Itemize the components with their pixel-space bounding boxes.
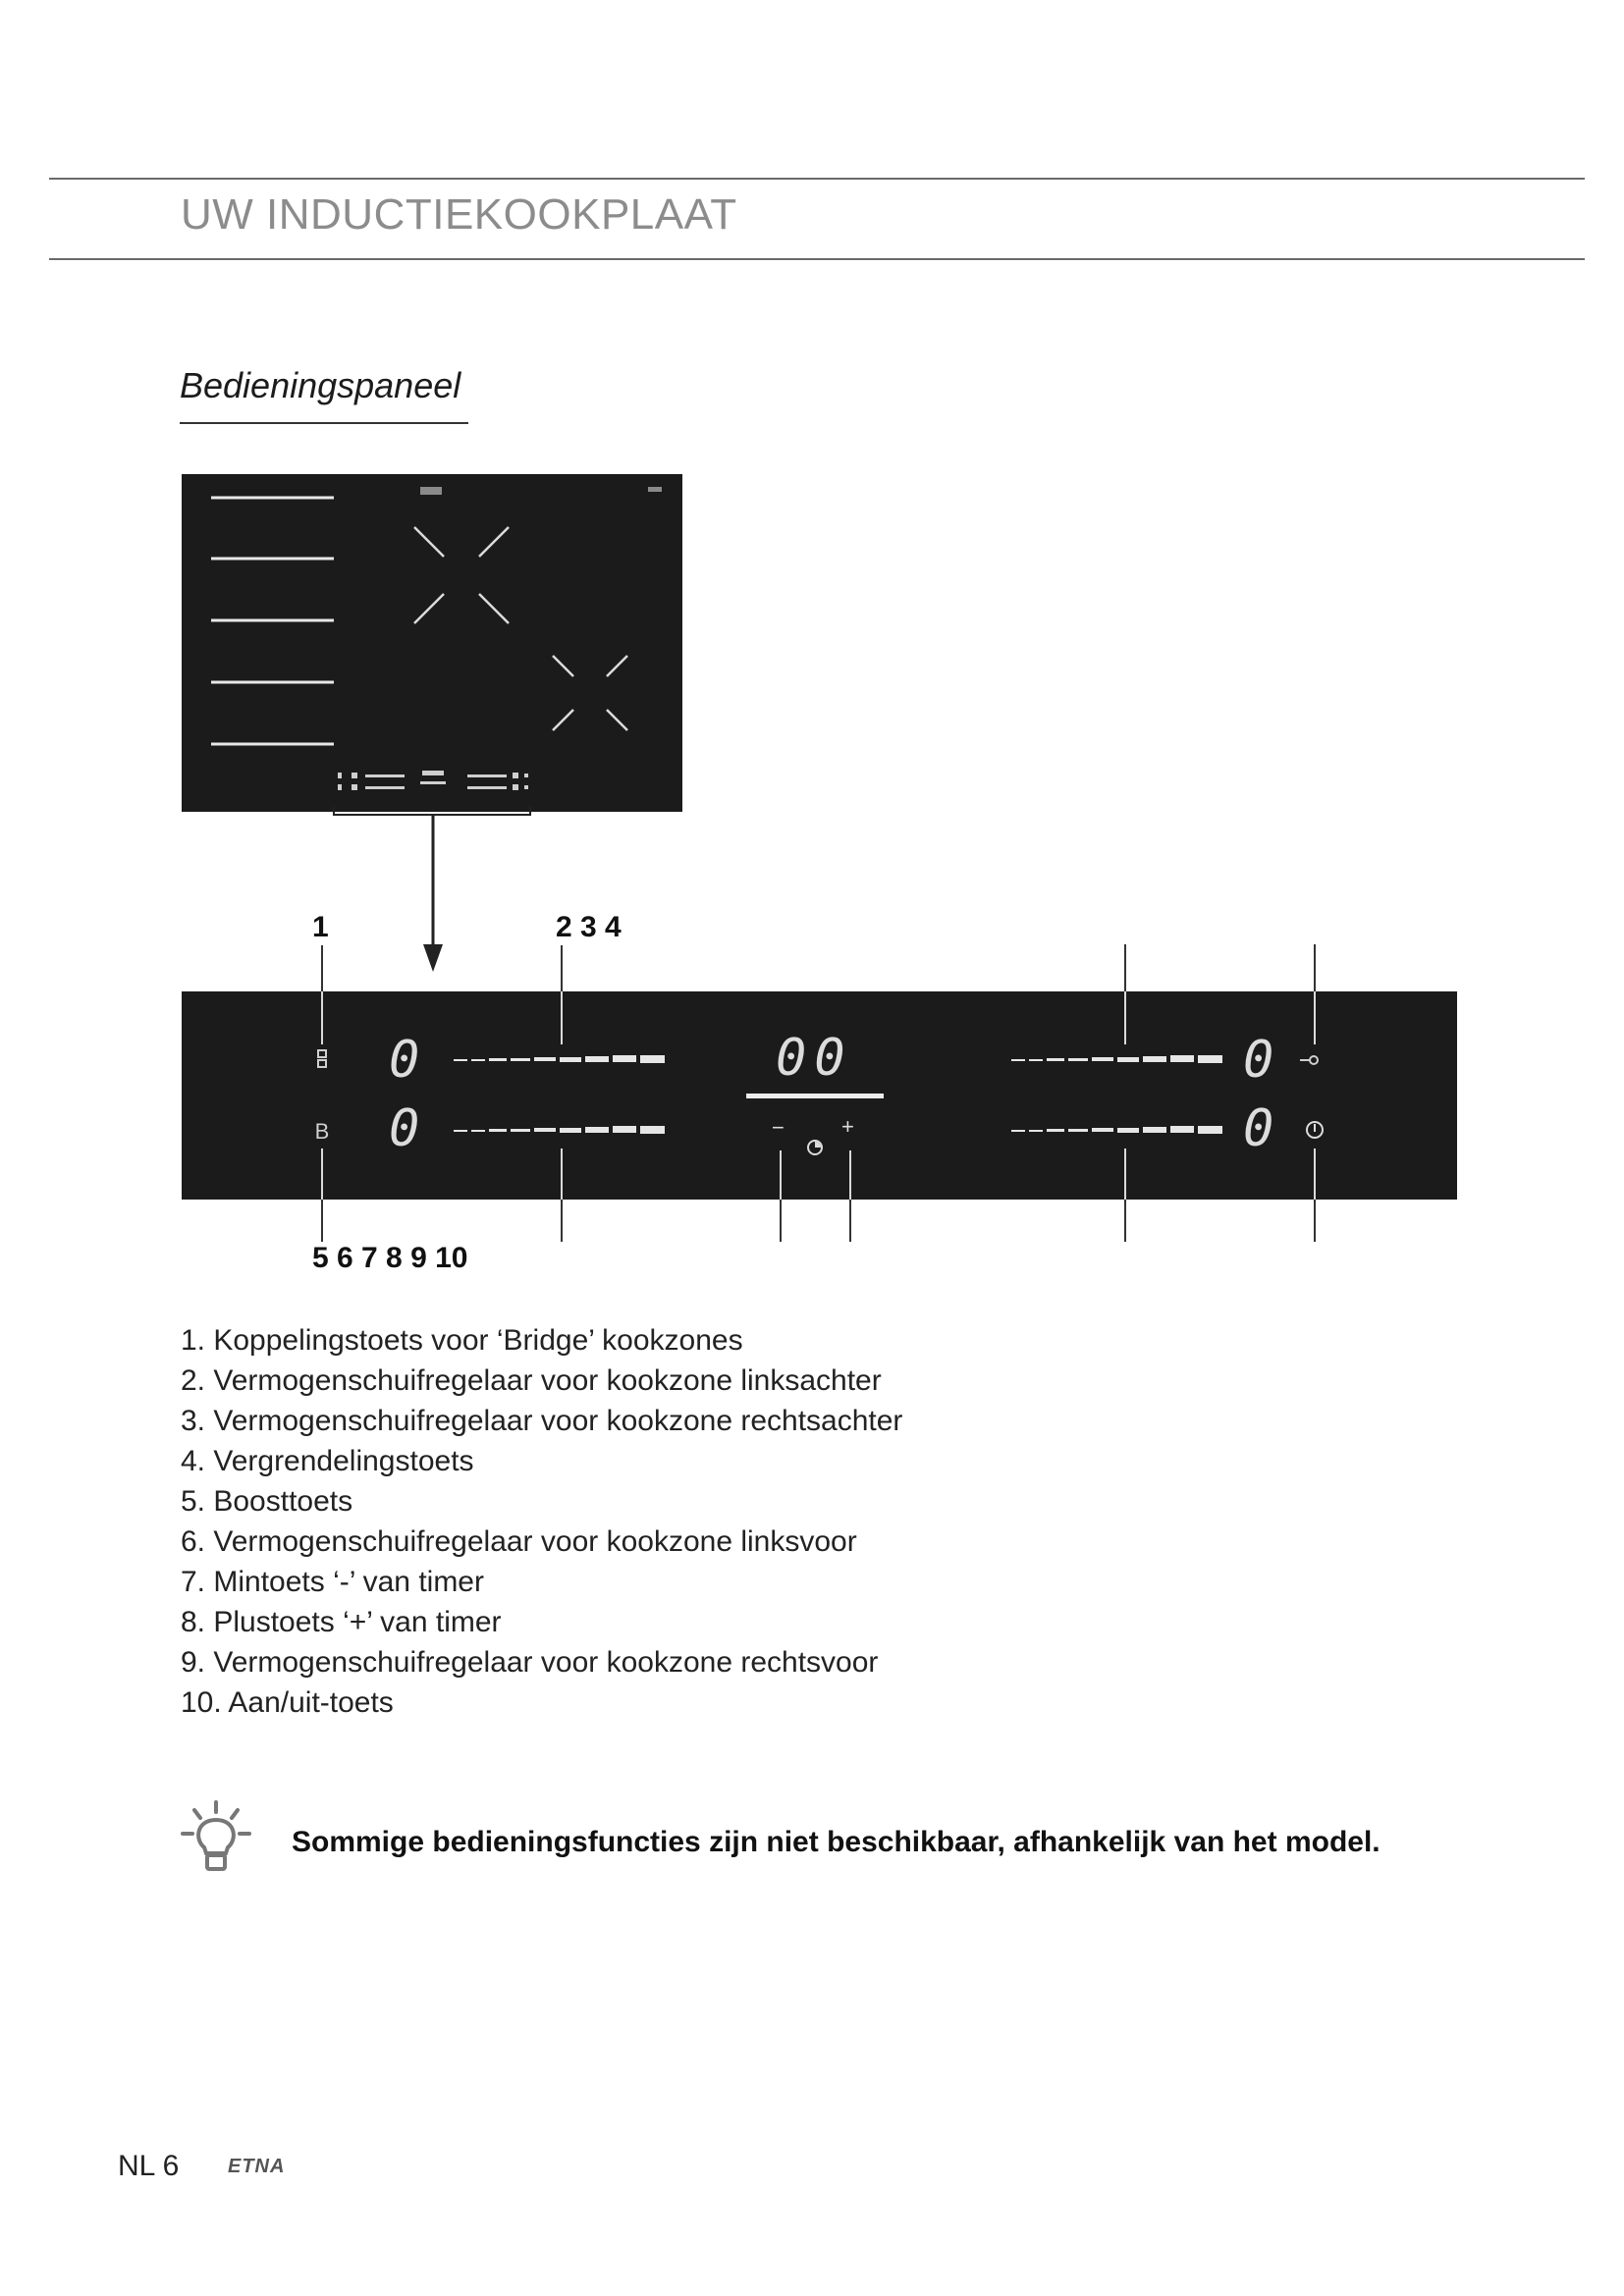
svg-text:B: B: [314, 1119, 330, 1144]
list-item: 4. Vergrendelingstoets: [181, 1445, 474, 1477]
list-item: 10. Aan/uit-toets: [181, 1686, 394, 1719]
digit-left-bottom: 0: [389, 1099, 420, 1158]
list-item: 2. Vermogenschuifregelaar voor kookzone linksachter: [181, 1364, 882, 1397]
list-item: 8. Plustoets ‘+’ van timer: [181, 1606, 502, 1638]
digit-right-top: 0: [1243, 1031, 1274, 1090]
timer-display: 00: [776, 1029, 853, 1088]
page-title: UW INDUCTIEKOOKPLAAT: [181, 190, 737, 239]
page-number: NL 6: [118, 2150, 180, 2182]
timer-minus-key: −: [772, 1115, 785, 1140]
callout-2-3-4: 2 3 4: [556, 911, 622, 943]
list-item: 5. Boosttoets: [181, 1485, 353, 1518]
list-item: 6. Vermogenschuifregelaar voor kookzone linksvoor: [181, 1525, 857, 1558]
brand-logo: ETNA: [228, 2156, 286, 2177]
callout-5-10: 5 6 7 8 9 10: [312, 1242, 468, 1274]
callout-1: 1: [312, 911, 329, 943]
section-subtitle: Bedieningspaneel: [180, 365, 461, 405]
list-item: 1. Koppelingstoets voor ‘Bridge’ kookzones: [181, 1324, 743, 1357]
digit-right-bottom: 0: [1243, 1099, 1274, 1158]
timer-plus-key: +: [841, 1114, 854, 1139]
list-item: 7. Mintoets ‘-’ van timer: [181, 1566, 484, 1598]
legend-list: [181, 1320, 1359, 1723]
digit-left-top: 0: [389, 1031, 420, 1090]
note-text: Sommige bedieningsfuncties zijn niet beschikbaar, afhankelijk van het model.: [292, 1826, 1380, 1858]
list-item: 3. Vermogenschuifregelaar voor kookzone rechtsachter: [181, 1405, 903, 1437]
list-item: 9. Vermogenschuifregelaar voor kookzone rechtsvoor: [181, 1646, 879, 1679]
lightbulb-icon: [177, 1798, 255, 1877]
